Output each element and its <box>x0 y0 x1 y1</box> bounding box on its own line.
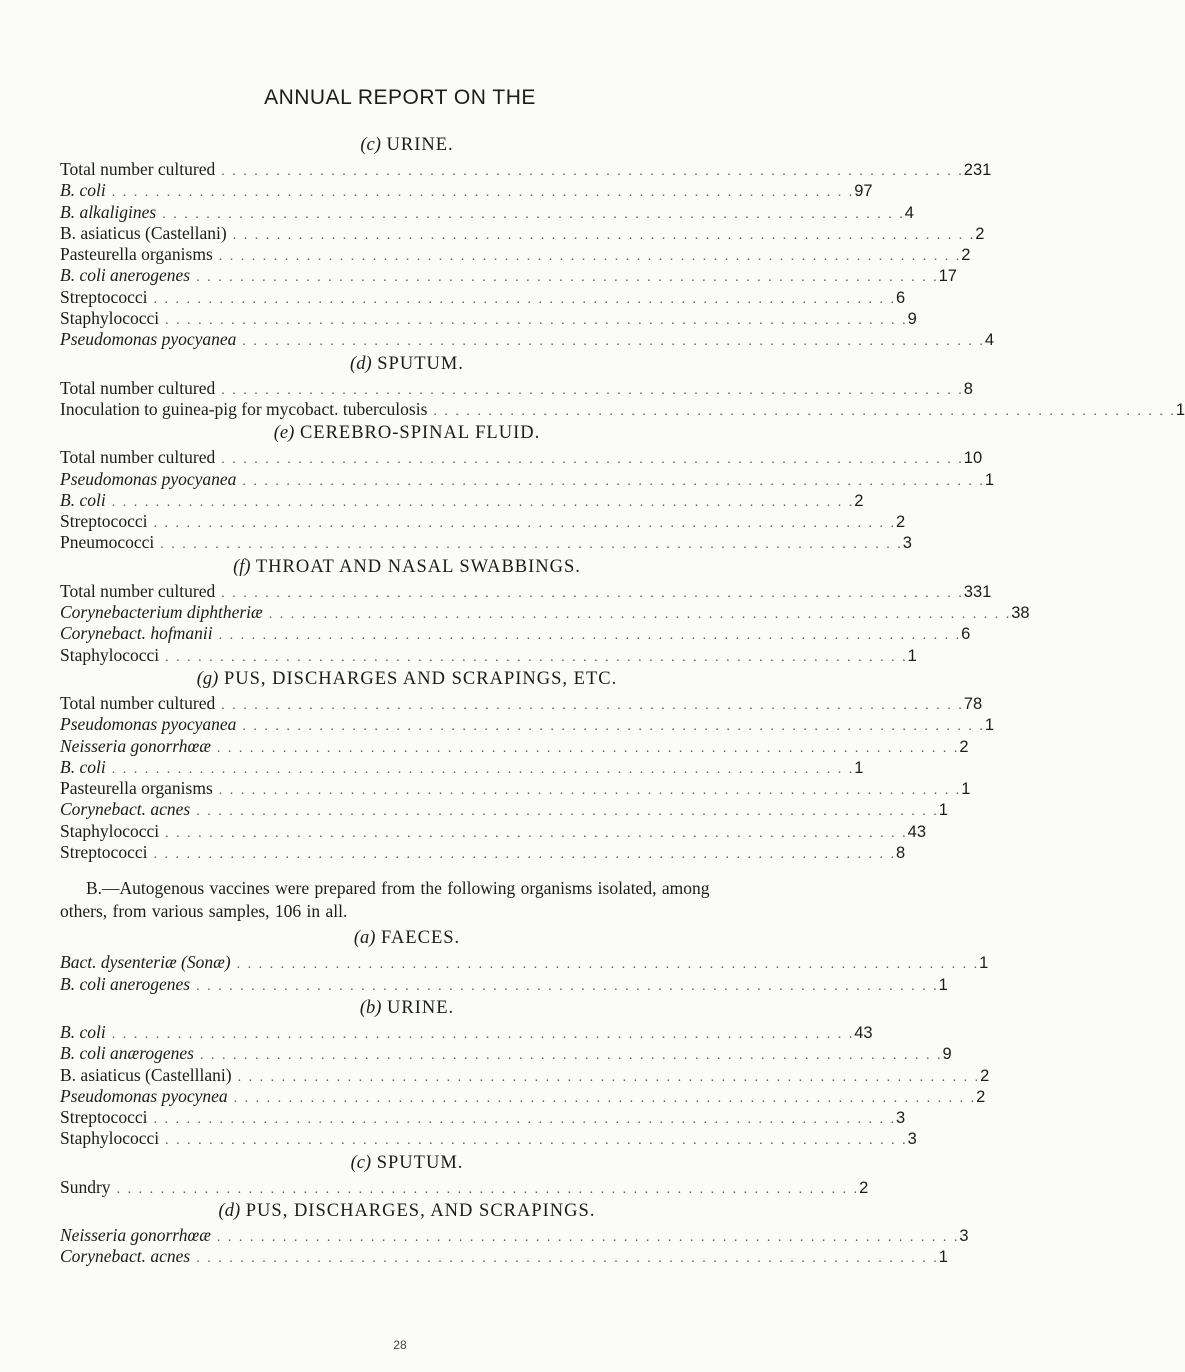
organism-name: Total number cultured <box>60 159 216 179</box>
leader-dots: . . . . . . . . . . . . . . . . . . . . . . . . . . . . . . . . . . . . . . . . . . . . . . . . . . . . . . . . . . . . . . . . . . . . <box>199 1048 943 1064</box>
leader-dots: . . . . . . . . . . . . . . . . . . . . . . . . . . . . . . . . . . . . . . . . . . . . . . . . . . . . . . . . . . . . . . . . . . . . <box>216 1229 960 1245</box>
table-row <box>60 952 989 973</box>
vaccines-paragraph: B.—Autogenous vaccines were prepared from the following organisms isolated, among others, from various samples, 106 in all. <box>60 878 710 922</box>
organism-name: Total number cultured <box>60 580 216 601</box>
table-row <box>60 398 1185 420</box>
organism-name: B. coli <box>60 756 106 777</box>
section-title: THROAT AND NASAL SWABBINGS. <box>255 556 581 577</box>
leader-dots: . . . . . . . . . . . . . . . . . . . . . . . . . . . . . . . . . . . . . . . . . . . . . . . . . . . . . . . . . . . . . . . . . . . . <box>162 206 905 222</box>
organism-name: Total number cultured <box>60 377 216 398</box>
organism-name: Corynebact. acnes <box>60 799 191 820</box>
count-value: 2 <box>959 737 969 756</box>
count-value: 1 <box>984 470 995 489</box>
leader-dots: . . . . . . . . . . . . . . . . . . . . . . . . . . . . . . . . . . . . . . . . . . . . . . . . . . . . . . . . . . . . . . . . . . . . <box>221 585 964 601</box>
organism-name: Streptococci <box>60 511 148 532</box>
organism-name: Corynebacterium diphtheriæ <box>60 602 263 623</box>
leader-dots: . . . . . . . . . . . . . . . . . . . . . . . . . . . . . . . . . . . . . . . . . . . . . . . . . . . . . . . . . . . . . . . . . . . . <box>216 740 960 756</box>
organism-name: Total number cultured <box>60 447 216 468</box>
organism-name: B. asiaticus (Castellani) <box>60 222 227 243</box>
table-row <box>60 756 864 778</box>
organism-name: Staphylococci <box>60 1128 160 1149</box>
section-label: (b) <box>359 997 382 1018</box>
leader-dots: . . . . . . . . . . . . . . . . . . . . . . . . . . . . . . . . . . . . . . . . . . . . . . . . . . . . . . . . . . . . . . . . . . . . <box>218 783 962 799</box>
count-value: 1 <box>854 758 864 777</box>
count-value: 1 <box>907 646 917 665</box>
count-value: 2 <box>895 513 906 532</box>
section-title: FAECES. <box>381 928 461 949</box>
report-content <box>60 132 1185 1268</box>
count-value: 17 <box>938 267 957 286</box>
leader-dots: . . . . . . . . . . . . . . . . . . . . . . . . . . . . . . . . . . . . . . . . . . . . . . . . . . . . . . . . . . . . . . . . . . . . <box>196 1251 939 1267</box>
section-label: (c) <box>350 1152 372 1173</box>
table-row <box>60 1043 952 1064</box>
organism-name: B. coli anærogenes <box>60 1043 194 1064</box>
section-label: (g) <box>196 668 219 689</box>
section-heading <box>60 132 740 159</box>
table-row <box>60 489 864 511</box>
count-value: 9 <box>907 310 917 329</box>
table-row <box>60 329 995 350</box>
table-row <box>60 286 906 308</box>
table-row <box>60 244 971 265</box>
organism-name: Neisseria gonorrhœæ <box>60 1224 211 1245</box>
section-title: SPUTUM. <box>376 1152 464 1173</box>
section-title: SPUTUM. <box>377 353 464 374</box>
leader-dots: . . . . . . . . . . . . . . . . . . . . . . . . . . . . . . . . . . . . . . . . . . . . . . . . . . . . . . . . . . . . . . . . . . . . <box>111 494 855 510</box>
table-row <box>60 735 969 757</box>
leader-dots: . . . . . . . . . . . . . . . . . . . . . . . . . . . . . . . . . . . . . . . . . . . . . . . . . . . . . . . . . . . . . . . . . . . . <box>160 537 903 553</box>
bacteriology-cultures <box>60 132 1185 863</box>
organism-name: B. coli <box>60 180 106 201</box>
count-value: 1 <box>961 780 971 799</box>
section-heading <box>60 554 740 581</box>
count-value: 2 <box>859 1178 869 1197</box>
table-row <box>60 468 995 490</box>
leader-dots: . . . . . . . . . . . . . . . . . . . . . . . . . . . . . . . . . . . . . . . . . . . . . . . . . . . . . . . . . . . . . . . . . . . . <box>153 847 896 863</box>
section-label: (f) <box>233 556 251 577</box>
organism-name: B. coli anerogenes <box>60 265 191 286</box>
leader-dots: . . . . . . . . . . . . . . . . . . . . . . . . . . . . . . . . . . . . . . . . . . . . . . . . . . . . . . . . . . . . . . . . . . . . <box>433 403 1176 419</box>
table-row <box>60 1224 969 1246</box>
table-row <box>60 1021 873 1043</box>
leader-dots: . . . . . . . . . . . . . . . . . . . . . . . . . . . . . . . . . . . . . . . . . . . . . . . . . . . . . . . . . . . . . . . . . . . . <box>218 628 962 644</box>
leader-dots: . . . . . . . . . . . . . . . . . . . . . . . . . . . . . . . . . . . . . . . . . . . . . . . . . . . . . . . . . . . . . . . . . . . . <box>237 1069 981 1085</box>
organism-name: Corynebact. hofmanii <box>60 623 213 644</box>
table-row <box>60 1107 906 1128</box>
count-value: 8 <box>895 844 906 863</box>
organism-name: Staphylococci <box>60 308 160 329</box>
table-row <box>60 799 948 820</box>
table-row <box>60 692 983 714</box>
count-value: 9 <box>942 1045 952 1064</box>
section-label: (d) <box>350 353 372 374</box>
count-value: 1 <box>1175 400 1185 419</box>
count-value: 38 <box>1011 604 1030 623</box>
count-value: 10 <box>963 449 983 468</box>
leader-dots: . . . . . . . . . . . . . . . . . . . . . . . . . . . . . . . . . . . . . . . . . . . . . . . . . . . . . . . . . . . . . . . . . . . . <box>111 1026 855 1042</box>
section-label: (d) <box>218 1200 241 1221</box>
organism-name: Pseudomonas pyocyanea <box>60 329 237 350</box>
section-label: (e) <box>273 423 295 444</box>
leader-dots: . . . . . . . . . . . . . . . . . . . . . . . . . . . . . . . . . . . . . . . . . . . . . . . . . . . . . . . . . . . . . . . . . . . . <box>242 719 985 735</box>
organism-name: Pasteurella organisms <box>60 244 213 265</box>
table-row <box>60 973 948 995</box>
table-row <box>60 201 914 223</box>
table-row <box>60 1085 986 1107</box>
leader-dots: . . . . . . . . . . . . . . . . . . . . . . . . . . . . . . . . . . . . . . . . . . . . . . . . . . . . . . . . . . . . . . . . . . . . <box>153 516 896 532</box>
table-row <box>60 602 1030 623</box>
table-row <box>60 222 985 244</box>
leader-dots: . . . . . . . . . . . . . . . . . . . . . . . . . . . . . . . . . . . . . . . . . . . . . . . . . . . . . . . . . . . . . . . . . . . . <box>233 1090 977 1106</box>
section-heading <box>60 995 740 1022</box>
leader-dots: . . . . . . . . . . . . . . . . . . . . . . . . . . . . . . . . . . . . . . . . . . . . . . . . . . . . . . . . . . . . . . . . . . . . <box>165 825 908 841</box>
table-row <box>60 511 906 532</box>
table-row <box>60 1176 869 1198</box>
section-heading <box>60 1150 740 1177</box>
count-value: 8 <box>963 379 973 398</box>
count-value: 2 <box>980 1066 990 1085</box>
count-value: 4 <box>984 331 995 350</box>
section-title: PUS, DISCHARGES AND SCRAPINGS, ETC. <box>223 668 618 689</box>
leader-dots: . . . . . . . . . . . . . . . . . . . . . . . . . . . . . . . . . . . . . . . . . . . . . . . . . . . . . . . . . . . . . . . . . . . . <box>111 761 855 777</box>
table-row <box>60 532 912 553</box>
table-row <box>60 265 957 286</box>
leader-dots: . . . . . . . . . . . . . . . . . . . . . . . . . . . . . . . . . . . . . . . . . . . . . . . . . . . . . . . . . . . . . . . . . . . . <box>111 185 855 201</box>
count-value: 2 <box>961 246 971 265</box>
table-row <box>60 842 906 863</box>
table-row <box>60 580 992 602</box>
section-heading <box>60 351 740 378</box>
organism-name: Inoculation to guinea-pig for mycobact. tuberculosis <box>60 398 428 419</box>
count-value: 2 <box>975 224 985 243</box>
count-value: 1 <box>938 801 948 820</box>
count-value: 78 <box>963 694 983 713</box>
organism-name: B. asiaticus (Castelllani) <box>60 1064 232 1085</box>
organism-name: B. alkaligines <box>60 201 157 222</box>
leader-dots: . . . . . . . . . . . . . . . . . . . . . . . . . . . . . . . . . . . . . . . . . . . . . . . . . . . . . . . . . . . . . . . . . . . . <box>221 452 964 468</box>
leader-dots: . . . . . . . . . . . . . . . . . . . . . . . . . . . . . . . . . . . . . . . . . . . . . . . . . . . . . . . . . . . . . . . . . . . . <box>116 1181 860 1197</box>
leader-dots: . . . . . . . . . . . . . . . . . . . . . . . . . . . . . . . . . . . . . . . . . . . . . . . . . . . . . . . . . . . . . . . . . . . . <box>165 1133 908 1149</box>
count-value: 2 <box>976 1087 986 1106</box>
organism-name: Neisseria gonorrhœæ <box>60 735 211 756</box>
table-row <box>60 308 917 329</box>
section-title: URINE. <box>387 997 455 1018</box>
count-value: 1 <box>938 975 948 994</box>
count-value: 3 <box>907 1130 917 1149</box>
section-label: (c) <box>360 135 381 155</box>
running-head: ANNUAL REPORT ON THE <box>264 86 536 109</box>
leader-dots: . . . . . . . . . . . . . . . . . . . . . . . . . . . . . . . . . . . . . . . . . . . . . . . . . . . . . . . . . . . . . . . . . . . . <box>165 313 908 329</box>
leader-dots: . . . . . . . . . . . . . . . . . . . . . . . . . . . . . . . . . . . . . . . . . . . . . . . . . . . . . . . . . . . . . . . . . . . . <box>196 978 939 994</box>
table-row <box>60 1064 990 1086</box>
leader-dots: . . . . . . . . . . . . . . . . . . . . . . . . . . . . . . . . . . . . . . . . . . . . . . . . . . . . . . . . . . . . . . . . . . . . <box>268 607 1012 623</box>
organism-name: Pseudomonas pyocyanea <box>60 714 237 735</box>
section-heading <box>60 420 740 447</box>
count-value: 6 <box>961 625 971 644</box>
organism-name: Streptococci <box>60 1107 148 1128</box>
count-value: 97 <box>854 182 873 201</box>
leader-dots: . . . . . . . . . . . . . . . . . . . . . . . . . . . . . . . . . . . . . . . . . . . . . . . . . . . . . . . . . . . . . . . . . . . . <box>221 164 964 179</box>
table-row <box>60 180 873 201</box>
section-heading <box>60 925 740 952</box>
organism-name: Staphylococci <box>60 644 160 665</box>
leader-dots: . . . . . . . . . . . . . . . . . . . . . . . . . . . . . . . . . . . . . . . . . . . . . . . . . . . . . . . . . . . . . . . . . . . . <box>242 334 985 350</box>
table-row <box>60 1128 917 1149</box>
table-row <box>60 714 995 735</box>
organism-name: Bact. dysenteriæ (Sonæ) <box>60 952 231 973</box>
count-value: 3 <box>902 534 912 553</box>
table-row <box>60 1246 948 1267</box>
organism-name: Pseudomonas pyocyanea <box>60 468 237 489</box>
table-row <box>60 623 971 644</box>
section-title: PUS, DISCHARGES, AND SCRAPINGS. <box>245 1200 596 1221</box>
table-row <box>60 820 926 842</box>
leader-dots: . . . . . . . . . . . . . . . . . . . . . . . . . . . . . . . . . . . . . . . . . . . . . . . . . . . . . . . . . . . . . . . . . . . . <box>196 804 939 820</box>
organism-name: Staphylococci <box>60 820 160 841</box>
section-label: (a) <box>353 928 376 949</box>
leader-dots: . . . . . . . . . . . . . . . . . . . . . . . . . . . . . . . . . . . . . . . . . . . . . . . . . . . . . . . . . . . . . . . . . . . . <box>196 270 939 286</box>
leader-dots: . . . . . . . . . . . . . . . . . . . . . . . . . . . . . . . . . . . . . . . . . . . . . . . . . . . . . . . . . . . . . . . . . . . . <box>165 649 908 665</box>
count-value: 6 <box>895 288 906 307</box>
count-value: 3 <box>959 1226 969 1245</box>
count-value: 3 <box>895 1109 906 1128</box>
table-row <box>60 159 992 180</box>
count-value: 2 <box>854 491 864 510</box>
table-row <box>60 644 917 666</box>
organism-name: B. coli <box>60 489 106 510</box>
leader-dots: . . . . . . . . . . . . . . . . . . . . . . . . . . . . . . . . . . . . . . . . . . . . . . . . . . . . . . . . . . . . . . . . . . . . <box>218 249 962 265</box>
page-number: 28 <box>393 1338 407 1352</box>
organism-name: B. coli anerogenes <box>60 973 191 994</box>
section-title: CEREBRO-SPINAL FLUID. <box>299 423 541 444</box>
count-value: 43 <box>907 822 926 841</box>
table-row <box>60 447 983 468</box>
leader-dots: . . . . . . . . . . . . . . . . . . . . . . . . . . . . . . . . . . . . . . . . . . . . . . . . . . . . . . . . . . . . . . . . . . . . <box>221 382 964 398</box>
leader-dots: . . . . . . . . . . . . . . . . . . . . . . . . . . . . . . . . . . . . . . . . . . . . . . . . . . . . . . . . . . . . . . . . . . . . <box>232 227 976 243</box>
section-title: URINE. <box>386 135 454 155</box>
organism-name: Corynebact. acnes <box>60 1246 191 1267</box>
organism-name: Total number cultured <box>60 692 216 713</box>
table-row <box>60 778 971 799</box>
organism-name: Sundry <box>60 1176 111 1197</box>
count-value: 1 <box>984 716 995 735</box>
leader-dots: . . . . . . . . . . . . . . . . . . . . . . . . . . . . . . . . . . . . . . . . . . . . . . . . . . . . . . . . . . . . . . . . . . . . <box>153 1112 896 1128</box>
section-heading <box>60 666 740 693</box>
organism-name: Pneumococci <box>60 532 155 553</box>
count-value: 331 <box>963 582 992 601</box>
leader-dots: . . . . . . . . . . . . . . . . . . . . . . . . . . . . . . . . . . . . . . . . . . . . . . . . . . . . . . . . . . . . . . . . . . . . <box>221 697 964 713</box>
organism-name: B. coli <box>60 1021 106 1042</box>
section-heading <box>60 1198 740 1225</box>
table-row <box>60 377 973 399</box>
leader-dots: . . . . . . . . . . . . . . . . . . . . . . . . . . . . . . . . . . . . . . . . . . . . . . . . . . . . . . . . . . . . . . . . . . . . <box>153 291 896 307</box>
organism-name: Pseudomonas pyocynea <box>60 1085 228 1106</box>
organism-name: Streptococci <box>60 286 148 307</box>
count-value: 1 <box>979 954 989 973</box>
count-value: 43 <box>854 1023 873 1042</box>
count-value: 4 <box>904 203 914 222</box>
leader-dots: . . . . . . . . . . . . . . . . . . . . . . . . . . . . . . . . . . . . . . . . . . . . . . . . . . . . . . . . . . . . . . . . . . . . <box>242 473 985 489</box>
organism-name: Streptococci <box>60 842 148 863</box>
leader-dots: . . . . . . . . . . . . . . . . . . . . . . . . . . . . . . . . . . . . . . . . . . . . . . . . . . . . . . . . . . . . . . . . . . . . <box>236 957 980 973</box>
count-value: 1 <box>938 1248 948 1267</box>
autogenous-vaccines <box>60 925 990 1267</box>
count-value: 231 <box>963 161 992 179</box>
organism-name: Pasteurella organisms <box>60 778 213 799</box>
